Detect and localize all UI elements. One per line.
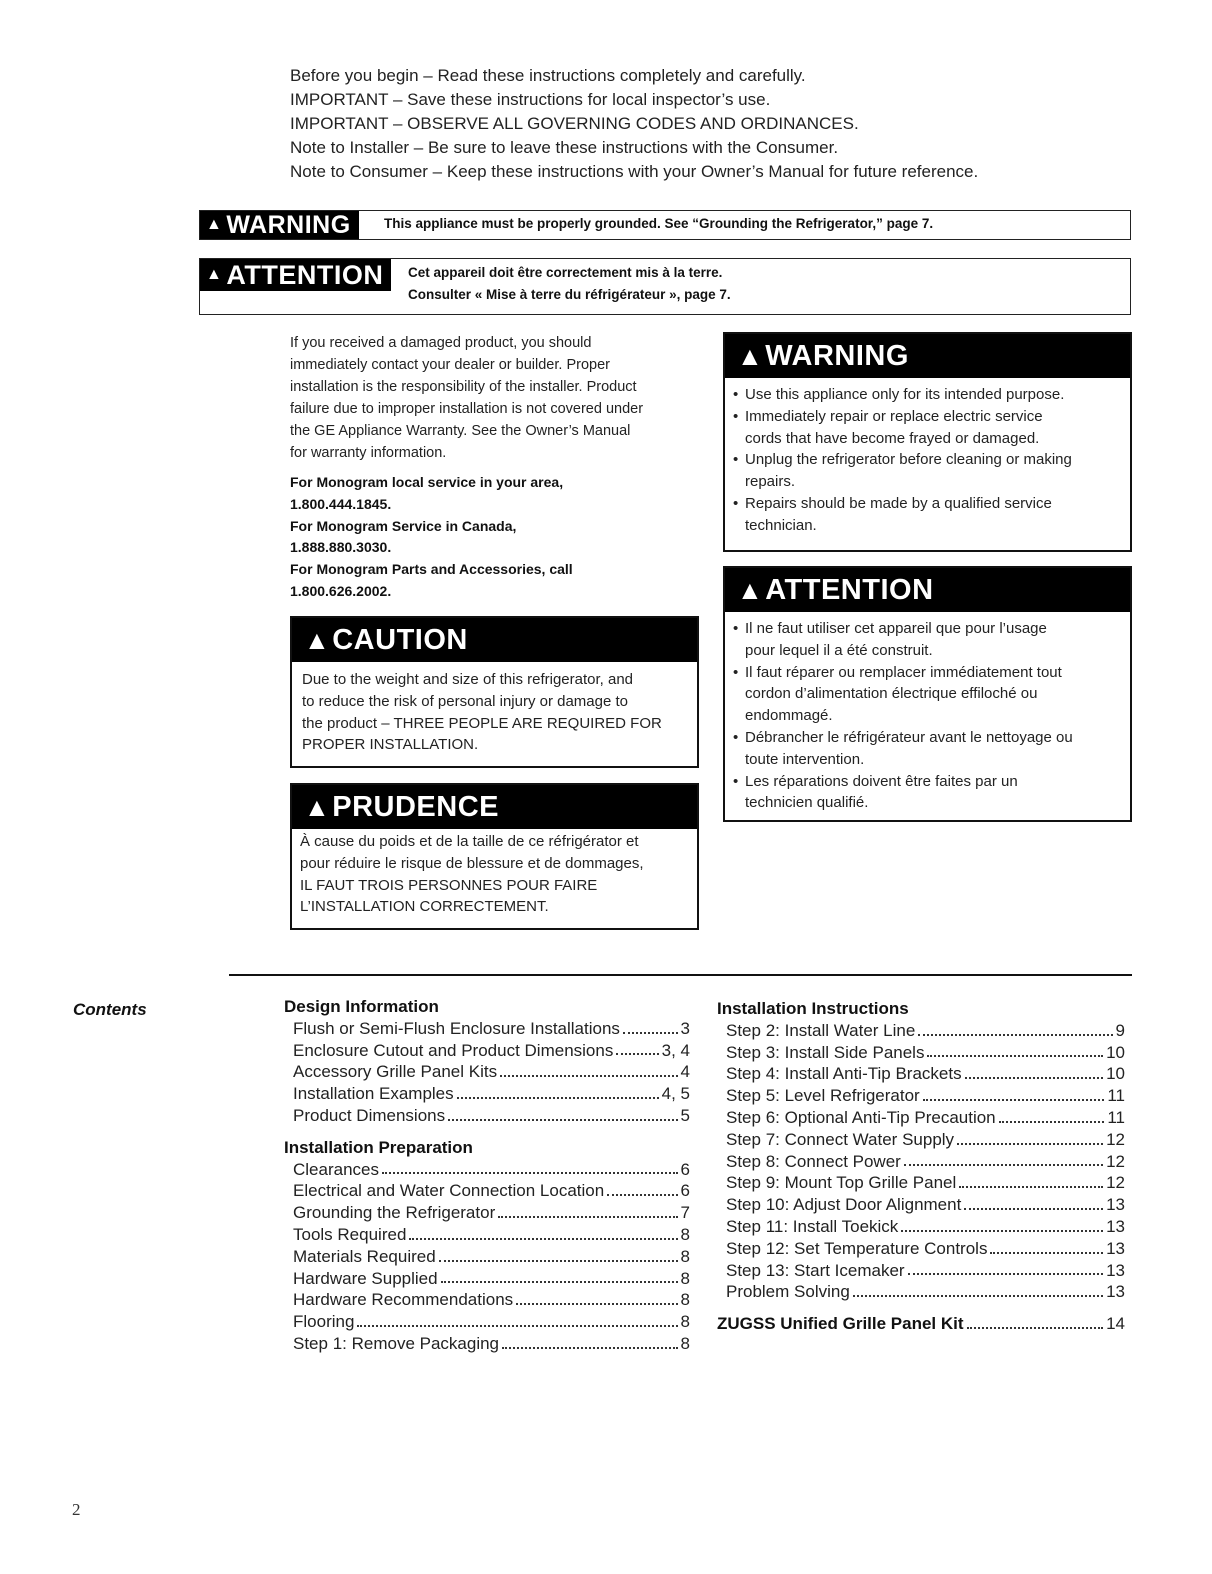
prudence-box bbox=[290, 783, 699, 930]
toc-leader bbox=[448, 1105, 677, 1121]
toc-entry[interactable] bbox=[726, 1172, 1125, 1194]
toc-entry[interactable] bbox=[293, 1040, 690, 1062]
warning-triangle-icon: ▲ bbox=[304, 624, 331, 655]
toc-leader bbox=[439, 1246, 678, 1262]
toc-entry-page: 11 bbox=[1107, 1086, 1125, 1106]
toc-section-title: Installation Instructions bbox=[717, 999, 909, 1018]
toc-entry-kit[interactable] bbox=[717, 1313, 1125, 1335]
toc-leader bbox=[516, 1289, 677, 1305]
toc-leader bbox=[357, 1311, 677, 1327]
prudence-line: À cause du poids et de la taille de ce réfrigérator et bbox=[300, 833, 639, 850]
toc-leader bbox=[409, 1224, 677, 1240]
toc-leader bbox=[502, 1333, 678, 1349]
toc-entry-page: 11 bbox=[1107, 1107, 1125, 1127]
toc-leader bbox=[959, 1172, 1103, 1188]
toc-leader bbox=[918, 1020, 1112, 1036]
toc-list bbox=[284, 1159, 690, 1355]
service-phone: 1.888.880.3030. bbox=[290, 539, 392, 556]
toc-entry[interactable] bbox=[293, 1180, 690, 1202]
toc-entry-page: 6 bbox=[680, 1159, 690, 1179]
toc-list bbox=[717, 1020, 1125, 1303]
toc-leader bbox=[908, 1260, 1103, 1276]
bullet-text: • Repairs should be made by a qualified service bbox=[745, 494, 1052, 512]
toc-entry[interactable] bbox=[293, 1061, 690, 1083]
paragraph-line: for warranty information. bbox=[290, 445, 447, 461]
toc-entry-page: 13 bbox=[1106, 1216, 1125, 1236]
toc-leader bbox=[607, 1180, 677, 1196]
bullet-text: endommagé. bbox=[745, 707, 833, 725]
toc-leader bbox=[923, 1085, 1105, 1101]
toc-entry[interactable] bbox=[293, 1105, 690, 1127]
toc-entry[interactable] bbox=[293, 1224, 690, 1246]
toc-section-title: Design Information bbox=[284, 997, 439, 1016]
intro-line: Before you begin – Read these instructions completely and carefully. bbox=[290, 66, 806, 85]
paragraph-line: the GE Appliance Warranty. See the Owner’s Manual bbox=[290, 423, 631, 439]
toc-list bbox=[284, 1018, 690, 1127]
service-phone: 1.800.626.2002. bbox=[290, 582, 392, 599]
toc-entry-label: Step 1: Remove Packaging bbox=[293, 1333, 500, 1353]
toc-leader bbox=[901, 1216, 1103, 1232]
warning-bullet bbox=[729, 406, 1122, 450]
toc-leader bbox=[457, 1083, 659, 1099]
attention-banner-line2: Consulter « Mise à terre du réfrigérateur », page 7. bbox=[408, 287, 731, 302]
toc-entry-page: 13 bbox=[1106, 1195, 1125, 1215]
toc-entry-label: Step 6: Optional Anti-Tip Precaution bbox=[726, 1107, 996, 1127]
toc-entry-label: Step 4: Install Anti-Tip Brackets bbox=[726, 1064, 962, 1084]
toc-entry[interactable] bbox=[293, 1246, 690, 1268]
caution-box bbox=[290, 616, 699, 768]
bullet-text: cordon d’alimentation électrique effiloché ou bbox=[745, 685, 1038, 703]
warning-box bbox=[723, 332, 1132, 552]
bullet-text: • Les réparations doivent être faites par un bbox=[745, 772, 1018, 790]
toc-entry-page: 5 bbox=[680, 1105, 690, 1125]
bullet-text: • Use this appliance only for its intended purpose. bbox=[745, 386, 1065, 403]
toc-leader bbox=[967, 1313, 1104, 1329]
caution-line: to reduce the risk of personal injury or damage to bbox=[302, 692, 629, 710]
warning-triangle-icon: ▲ bbox=[737, 574, 764, 605]
intro-line: IMPORTANT – Save these instructions for local inspector’s use. bbox=[290, 90, 771, 109]
page-number: 2 bbox=[72, 1500, 81, 1519]
toc-entry-label: Tools Required bbox=[293, 1224, 407, 1244]
toc-leader bbox=[904, 1151, 1103, 1167]
bullet-text: cords that have become frayed or damaged. bbox=[745, 429, 1040, 447]
toc-entry-page: 13 bbox=[1106, 1282, 1125, 1302]
attention-banner-line1: Cet appareil doit être correctement mis à la terre. bbox=[408, 265, 723, 280]
toc-leader bbox=[927, 1042, 1103, 1058]
toc-leader bbox=[957, 1129, 1103, 1145]
toc-entry-label: Step 13: Start Icemaker bbox=[726, 1260, 905, 1280]
warning-banner-tag bbox=[200, 211, 359, 239]
toc-leader bbox=[990, 1238, 1103, 1254]
toc-leader bbox=[623, 1018, 678, 1034]
service-contacts bbox=[290, 472, 710, 603]
warning-banner bbox=[199, 210, 1131, 240]
attention-bullet bbox=[729, 662, 1122, 727]
toc-leader bbox=[441, 1268, 678, 1284]
toc-entry-page: 3, 4 bbox=[661, 1040, 690, 1060]
warning-banner-label: WARNING bbox=[226, 210, 351, 239]
toc-entry-page: 4 bbox=[680, 1062, 690, 1082]
service-line: For Monogram Parts and Accessories, call bbox=[290, 561, 573, 578]
toc-entry-label: Materials Required bbox=[293, 1246, 436, 1266]
toc-entry-label: Step 7: Connect Water Supply bbox=[726, 1129, 955, 1149]
toc-entry-label: Installation Examples bbox=[293, 1084, 454, 1104]
toc-entry-label: Step 2: Install Water Line bbox=[726, 1020, 916, 1040]
toc-entry-page: 12 bbox=[1106, 1151, 1125, 1171]
toc-entry-page: 7 bbox=[680, 1203, 690, 1223]
prudence-line: L’INSTALLATION CORRECTEMENT. bbox=[300, 898, 549, 916]
toc-entry-label: Step 12: Set Temperature Controls bbox=[726, 1238, 988, 1258]
toc-leader bbox=[999, 1107, 1105, 1123]
prudence-title: PRUDENCE bbox=[332, 790, 499, 823]
toc-entry-page: 13 bbox=[1106, 1238, 1125, 1258]
prudence-line: IL FAUT TROIS PERSONNES POUR FAIRE bbox=[300, 876, 598, 894]
toc-entry-label: Grounding the Refrigerator bbox=[293, 1203, 496, 1223]
toc-entry-page: 8 bbox=[680, 1333, 690, 1353]
caution-body bbox=[292, 662, 697, 756]
attention-bullet-list bbox=[729, 618, 1122, 814]
paragraph-line: installation is the responsibility of the installer. Product bbox=[290, 379, 637, 395]
attention-bullet bbox=[729, 618, 1122, 662]
damaged-product-paragraph bbox=[290, 332, 710, 464]
warning-triangle-icon: ▲ bbox=[304, 791, 331, 822]
paragraph-line: immediately contact your dealer or builder. Proper bbox=[290, 357, 610, 373]
paragraph-line: If you received a damaged product, you should bbox=[290, 335, 592, 351]
toc-leader bbox=[853, 1281, 1103, 1297]
bullet-text: • Il ne faut utiliser cet appareil que pour l’usage bbox=[745, 620, 1047, 637]
toc-entry-label: Enclosure Cutout and Product Dimensions bbox=[293, 1040, 614, 1060]
toc-entry-label: Flush or Semi-Flush Enclosure Installations bbox=[293, 1018, 620, 1038]
toc-entry-page: 9 bbox=[1115, 1020, 1125, 1040]
prudence-body bbox=[292, 829, 697, 918]
toc-entry-page: 10 bbox=[1106, 1064, 1125, 1084]
toc-left-column bbox=[284, 996, 690, 1355]
warning-triangle-icon: ▲ bbox=[206, 266, 223, 283]
bullet-text: • Unplug the refrigerator before cleaning or making bbox=[745, 451, 1072, 469]
bullet-text: technician. bbox=[745, 516, 817, 534]
toc-entry-label: ZUGSS Unified Grille Panel Kit bbox=[717, 1314, 964, 1334]
caution-line: Due to the weight and size of this refrigerator, and bbox=[302, 671, 634, 688]
warning-title: WARNING bbox=[765, 339, 909, 372]
intro-block bbox=[290, 64, 1150, 184]
toc-entry-page: 8 bbox=[680, 1224, 690, 1244]
toc-leader bbox=[498, 1202, 677, 1218]
service-phone: 1.800.444.1845. bbox=[290, 495, 392, 512]
intro-line: Note to Consumer – Keep these instructions with your Owner’s Manual for future reference. bbox=[290, 162, 979, 181]
toc-entry[interactable] bbox=[293, 1159, 690, 1181]
intro-line: IMPORTANT – OBSERVE ALL GOVERNING CODES AND ORDINANCES. bbox=[290, 114, 859, 133]
toc-entry[interactable] bbox=[726, 1063, 1125, 1085]
toc-entry[interactable] bbox=[293, 1202, 690, 1224]
service-line: For Monogram Service in Canada, bbox=[290, 517, 517, 534]
toc-entry-page: 10 bbox=[1106, 1042, 1125, 1062]
toc-entry-page: 12 bbox=[1106, 1129, 1125, 1149]
toc-entry-page: 4, 5 bbox=[661, 1084, 690, 1104]
bullet-text: • Il faut réparer ou remplacer immédiatement tout bbox=[745, 663, 1062, 681]
toc-leader bbox=[616, 1040, 658, 1056]
toc-entry[interactable] bbox=[293, 1083, 690, 1105]
toc-right-column bbox=[717, 998, 1125, 1335]
toc-entry[interactable] bbox=[726, 1281, 1125, 1303]
warning-bullet bbox=[729, 384, 1122, 406]
toc-entry-page: 8 bbox=[680, 1312, 690, 1332]
toc-entry-label: Step 11: Install Toekick bbox=[726, 1216, 899, 1236]
toc-entry[interactable] bbox=[293, 1311, 690, 1333]
toc-entry[interactable] bbox=[726, 1020, 1125, 1042]
toc-entry-label: Flooring bbox=[293, 1312, 355, 1332]
caution-line: PROPER INSTALLATION. bbox=[302, 736, 479, 754]
attention-header bbox=[725, 568, 1130, 612]
prudence-line: pour réduire le risque de blessure et de dommages, bbox=[300, 854, 644, 872]
bullet-text: • Immediately repair or replace electric service bbox=[745, 407, 1043, 425]
caution-title: CAUTION bbox=[332, 623, 468, 656]
paragraph-line: failure due to improper installation is not covered under bbox=[290, 401, 644, 417]
warning-triangle-icon: ▲ bbox=[737, 340, 764, 371]
warning-header bbox=[725, 334, 1130, 378]
toc-entry-page: 14 bbox=[1106, 1314, 1125, 1334]
caution-header bbox=[292, 618, 697, 662]
toc-section-title: Installation Preparation bbox=[284, 1137, 473, 1157]
bullet-text: technicien qualifié. bbox=[745, 794, 869, 812]
warning-bullet bbox=[729, 493, 1122, 537]
toc-leader bbox=[964, 1194, 1103, 1210]
toc-entry-label: Step 8: Connect Power bbox=[726, 1151, 901, 1171]
prudence-header bbox=[292, 785, 697, 829]
toc-entry-label: Accessory Grille Panel Kits bbox=[293, 1062, 498, 1082]
bullet-text: repairs. bbox=[745, 473, 796, 491]
contents-label: Contents bbox=[73, 1000, 147, 1019]
warning-triangle-icon: ▲ bbox=[206, 216, 223, 233]
toc-entry-label: Step 9: Mount Top Grille Panel bbox=[726, 1173, 957, 1193]
toc-entry-label: Problem Solving bbox=[726, 1282, 850, 1302]
bullet-text: toute intervention. bbox=[745, 750, 865, 768]
toc-entry-page: 8 bbox=[680, 1268, 690, 1288]
toc-entry[interactable] bbox=[726, 1216, 1125, 1238]
toc-entry[interactable] bbox=[293, 1018, 690, 1040]
toc-entry-label: Product Dimensions bbox=[293, 1105, 446, 1125]
service-line: For Monogram local service in your area, bbox=[290, 474, 564, 490]
bullet-text: • Débrancher le réfrigérateur avant le nettoyage ou bbox=[745, 728, 1073, 746]
toc-entry[interactable] bbox=[726, 1238, 1125, 1260]
caution-line: the product – THREE PEOPLE ARE REQUIRED FOR bbox=[302, 714, 662, 732]
toc-entry-page: 13 bbox=[1106, 1260, 1125, 1280]
toc-entry[interactable] bbox=[726, 1260, 1125, 1282]
toc-leader bbox=[382, 1159, 678, 1175]
toc-entry-label: Clearances bbox=[293, 1159, 379, 1179]
toc-entry[interactable] bbox=[726, 1107, 1125, 1129]
attention-box bbox=[723, 566, 1132, 822]
attention-title: ATTENTION bbox=[765, 573, 934, 606]
toc-entry-label: Step 3: Install Side Panels bbox=[726, 1042, 925, 1062]
warning-bullet-list bbox=[729, 384, 1122, 537]
toc-entry-label: Hardware Recommendations bbox=[293, 1290, 514, 1310]
attention-banner-label: ATTENTION bbox=[226, 259, 384, 290]
toc-entry[interactable] bbox=[726, 1042, 1125, 1064]
toc-entry-label: Step 5: Level Refrigerator bbox=[726, 1086, 920, 1106]
toc-leader bbox=[500, 1061, 677, 1077]
warning-bullet bbox=[729, 449, 1122, 493]
toc-entry[interactable] bbox=[726, 1085, 1125, 1107]
toc-entry-page: 8 bbox=[680, 1290, 690, 1310]
toc-entry-page: 3 bbox=[680, 1018, 690, 1038]
attention-banner bbox=[199, 258, 1131, 315]
toc-leader bbox=[965, 1063, 1103, 1079]
attention-bullet bbox=[729, 771, 1122, 815]
toc-entry[interactable] bbox=[726, 1129, 1125, 1151]
toc-entry-label: Hardware Supplied bbox=[293, 1268, 438, 1288]
attention-body bbox=[725, 612, 1130, 814]
warning-body bbox=[725, 378, 1130, 537]
toc-entry-page: 6 bbox=[680, 1181, 690, 1201]
toc-entry[interactable] bbox=[726, 1151, 1125, 1173]
intro-line: Note to Installer – Be sure to leave these instructions with the Consumer. bbox=[290, 138, 839, 157]
toc-entry[interactable] bbox=[293, 1289, 690, 1311]
toc-entry[interactable] bbox=[293, 1268, 690, 1290]
contents-divider bbox=[229, 974, 1132, 976]
toc-entry[interactable] bbox=[726, 1194, 1125, 1216]
toc-entry-page: 12 bbox=[1106, 1173, 1125, 1193]
bullet-text: pour lequel il a été construit. bbox=[745, 641, 933, 659]
toc-entry[interactable] bbox=[293, 1333, 690, 1355]
toc-entry-label: Electrical and Water Connection Location bbox=[293, 1181, 605, 1201]
attention-banner-tag bbox=[200, 259, 391, 291]
warning-banner-message: This appliance must be properly grounded. See “Grounding the Refrigerator,” page 7. bbox=[384, 216, 934, 231]
toc-entry-label: Step 10: Adjust Door Alignment bbox=[726, 1195, 962, 1215]
attention-bullet bbox=[729, 727, 1122, 771]
toc-entry-page: 8 bbox=[680, 1246, 690, 1266]
